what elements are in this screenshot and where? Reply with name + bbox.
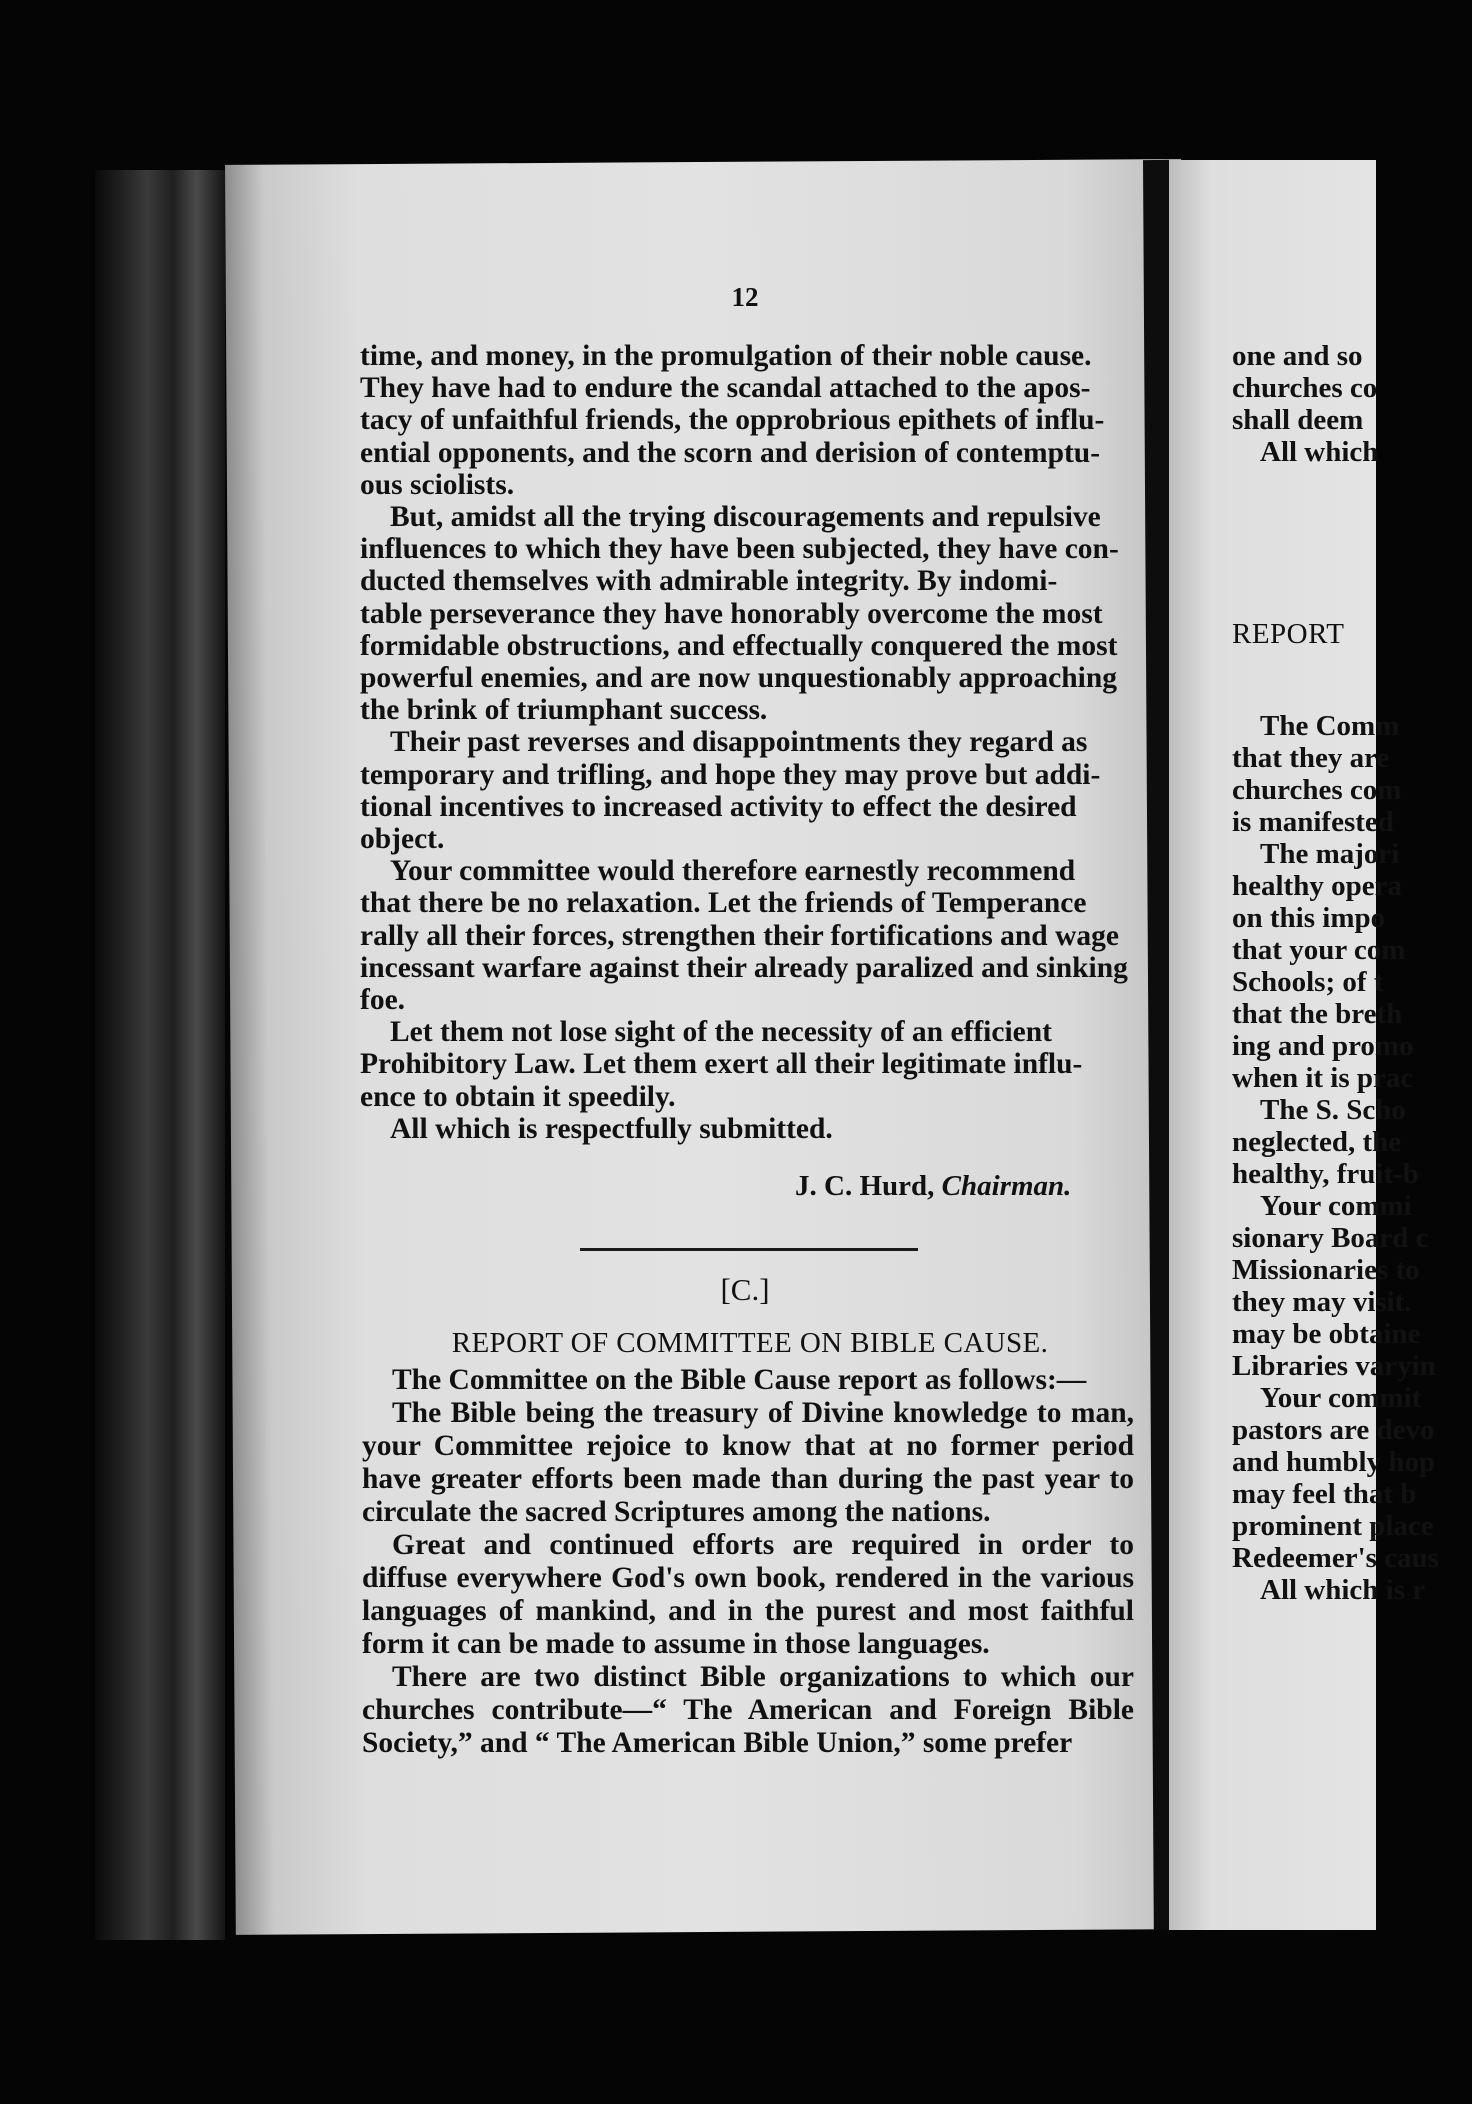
text-line: ing and promo bbox=[1232, 1030, 1414, 1062]
text-line: healthy opera bbox=[1232, 870, 1402, 902]
text-line: on this impo bbox=[1232, 902, 1386, 934]
signature-name: J. C. Hurd, bbox=[795, 1170, 935, 1202]
text-line: churches com bbox=[1232, 774, 1402, 806]
text-line: tacy of unfaithful friends, the opprobrious epithets of influ- bbox=[360, 404, 1105, 437]
text-line: But, amidst all the trying discouragements and repulsive bbox=[390, 501, 1101, 534]
section-divider-rule bbox=[580, 1248, 918, 1251]
text-line: may feel that b bbox=[1232, 1478, 1417, 1510]
text-line: formidable obstructions, and effectually conquered the most bbox=[360, 629, 1118, 662]
text-line: they may visit. bbox=[1232, 1286, 1412, 1318]
signature-title: Chairman. bbox=[941, 1170, 1072, 1202]
text-line: healthy, fruit-b bbox=[1232, 1158, 1419, 1190]
section-letter: [C.] bbox=[720, 1272, 770, 1307]
text-line: ous sciolists. bbox=[360, 468, 515, 501]
paragraph: The Bible being the treasury of Divine knowledge to man, your Committee rejoice to know that at no former period have greater efforts been made than during the past year to circulate the sacred Scriptures among the nations. bbox=[362, 1397, 1134, 1528]
text-line: the brink of triumphant success. bbox=[360, 694, 768, 727]
text-line: All which is r bbox=[1260, 1574, 1426, 1606]
text-line: neglected, the bbox=[1232, 1126, 1402, 1158]
book-binding-edge bbox=[95, 170, 225, 1940]
text-line: that they are bbox=[1232, 742, 1390, 774]
text-line: time, and money, in the promulgation of their noble cause. bbox=[360, 340, 1092, 372]
text-line: Libraries varyin bbox=[1232, 1350, 1436, 1382]
text-line: Prohibitory Law. Let them exert all their legitimate influ- bbox=[360, 1048, 1083, 1081]
text-line: Their past reverses and disappointments they regard as bbox=[390, 726, 1088, 759]
text-line: Your commi bbox=[1260, 1190, 1412, 1222]
left-page-body-text bbox=[360, 340, 1138, 1145]
text-line: one and so bbox=[1232, 340, 1363, 372]
text-line: Redeemer's caus bbox=[1232, 1542, 1439, 1574]
signature bbox=[795, 1170, 1155, 1203]
text-line: Your committee would therefore earnestly recommend bbox=[390, 855, 1076, 888]
text-line: churches co bbox=[1232, 372, 1378, 404]
text-line: Missionaries to bbox=[1232, 1254, 1420, 1286]
text-line: that your com bbox=[1232, 934, 1406, 966]
text-line: when it is prac bbox=[1232, 1062, 1414, 1094]
page-number: 12 bbox=[731, 282, 759, 312]
text-line: is manifested bbox=[1232, 806, 1394, 838]
text-line: prominent place bbox=[1232, 1510, 1434, 1542]
paragraph: The Committee on the Bible Cause report as follows:— bbox=[392, 1364, 1087, 1396]
text-line: may be obtaine bbox=[1232, 1318, 1421, 1350]
section-title: REPORT OF COMMITTEE ON BIBLE CAUSE. bbox=[451, 1327, 1049, 1359]
text-line: rally all their forces, strengthen their fortifications and wage bbox=[360, 919, 1119, 952]
bible-report-text bbox=[362, 1364, 1134, 1760]
text-line: table perseverance they have honorably overcome the most bbox=[360, 597, 1103, 630]
text-line: powerful enemies, and are now unquestionably approaching bbox=[360, 662, 1118, 695]
text-line: foe. bbox=[360, 984, 406, 1017]
text-line: incessant warfare against their already paralized and sinking bbox=[360, 951, 1128, 984]
text-line: Schools; of t bbox=[1232, 966, 1384, 998]
text-line: The Comm bbox=[1260, 710, 1400, 742]
text-line: They have had to endure the scandal attached to the apos- bbox=[360, 372, 1091, 405]
text-line: ence to obtain it speedily. bbox=[360, 1080, 676, 1113]
text-line: tional incentives to increased activity to effect the desired bbox=[360, 790, 1077, 823]
paragraph: There are two distinct Bible organizations to which our churches contribute—“ The American and Foreign Bible Society,” and “ The American Bible Union,” some prefer bbox=[362, 1661, 1134, 1759]
right-page-partial-text bbox=[1232, 340, 1472, 1606]
section-heading: REPORT bbox=[1232, 618, 1345, 650]
text-line: that the breth bbox=[1232, 998, 1403, 1030]
text-line: pastors are devo bbox=[1232, 1414, 1435, 1446]
text-line: Your commit bbox=[1260, 1382, 1422, 1414]
text-line: temporary and trifling, and hope they may prove but addi- bbox=[360, 758, 1101, 791]
text-line: The majori bbox=[1260, 838, 1400, 870]
text-line: sionary Board c bbox=[1232, 1222, 1429, 1254]
paragraph: Great and continued efforts are required in order to diffuse everywhere God's own book, rendered in the various languages of mankind, and in the purest and most faithful form it can be made to assume in those languages. bbox=[362, 1529, 1134, 1660]
text-line: shall deem bbox=[1232, 404, 1364, 436]
text-line: Let them not lose sight of the necessity of an efficient bbox=[390, 1016, 1052, 1049]
text-line: and humbly hop bbox=[1232, 1446, 1436, 1478]
text-line: that there be no relaxation. Let the friends of Temperance bbox=[360, 887, 1087, 920]
text-line: The S. Scho bbox=[1260, 1094, 1406, 1126]
text-line: All which is respectfully submitted. bbox=[390, 1112, 833, 1145]
text-line: ential opponents, and the scorn and derision of contemptu- bbox=[360, 436, 1101, 469]
text-line: influences to which they have been subjected, they have con- bbox=[360, 533, 1119, 566]
text-line: object. bbox=[360, 823, 445, 856]
text-line: All which bbox=[1260, 436, 1379, 468]
text-line: ducted themselves with admirable integrity. By indomi- bbox=[360, 565, 1058, 598]
